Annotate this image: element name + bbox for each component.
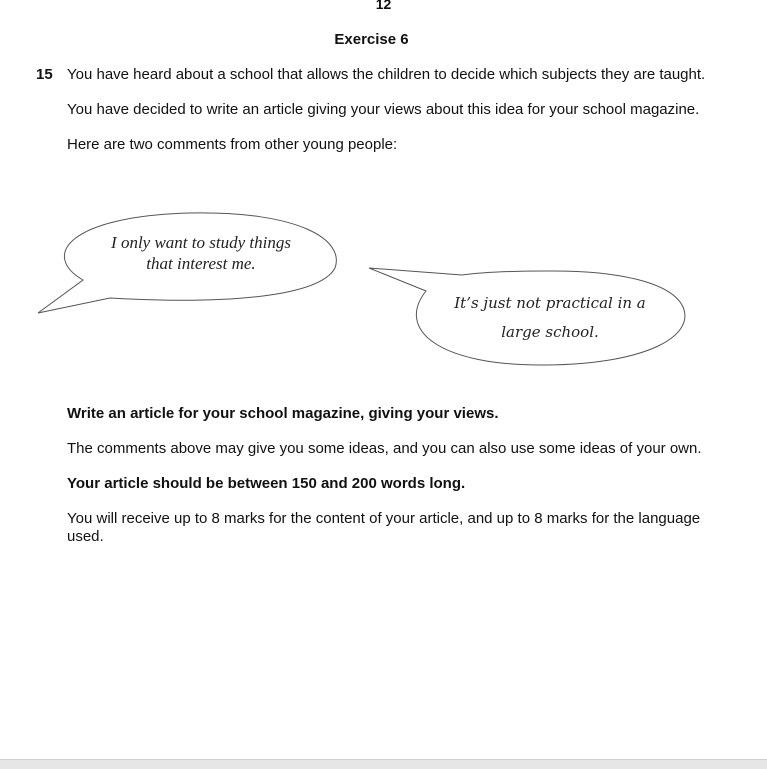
instruction-length: Your article should be between 150 and 200 words long. [67, 475, 466, 492]
instruction-ideas: The comments above may give you some ideas, and you can also use some ideas of your own. [67, 440, 702, 457]
comment-1-line-2: that interest me. [146, 254, 256, 273]
comment-2-line-2: large school. [501, 323, 599, 341]
comment-1 [85, 232, 317, 274]
question-intro: You have heard about a school that allows the children to decide which subjects they are taught. [67, 66, 706, 83]
comments-lead: Here are two comments from other young people: [67, 136, 398, 153]
exercise-title: Exercise 6 [334, 31, 409, 48]
instruction-marks: You will receive up to 8 marks for the content of your article, and up to 8 marks for the language used. [67, 510, 701, 545]
instruction-write: Write an article for your school magazine, giving your views. [67, 405, 499, 422]
question-task: You have decided to write an article giving your views about this idea for your school magazine. [67, 101, 700, 118]
comment-1-line-1: I only want to study things [111, 233, 291, 252]
comment-2-line-1: It’s just not practical in a [454, 294, 646, 312]
comment-2 [425, 289, 675, 347]
question-number: 15 [36, 66, 53, 83]
page-number: 12 [375, 0, 392, 12]
